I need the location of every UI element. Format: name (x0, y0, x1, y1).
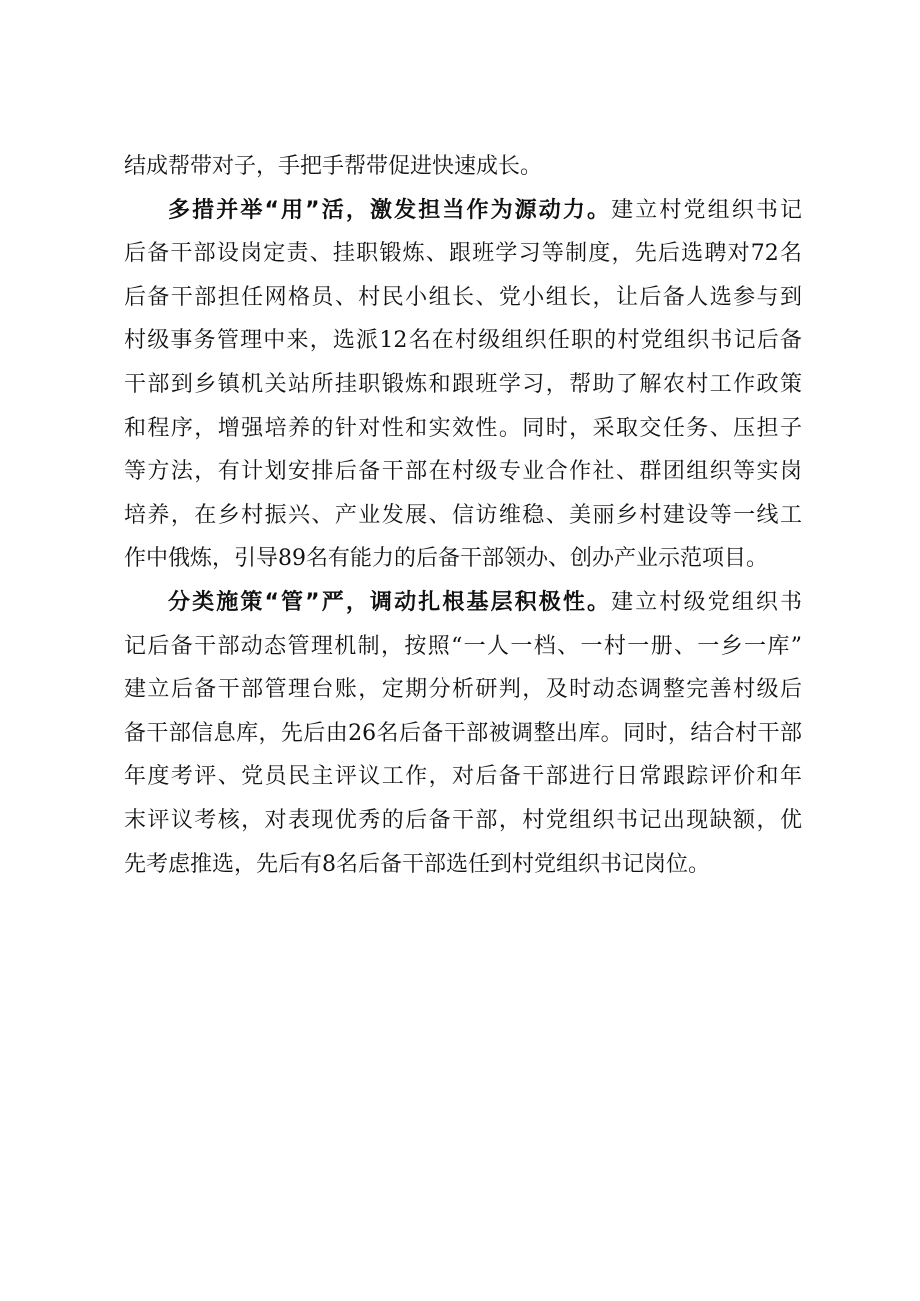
paragraph-3-heading: 分类施策“管”严，调动扎根基层积极性。 (168, 589, 612, 615)
paragraph-3-line-7: 先考虑推选，先后有8名后备干部选任到村党组织书记岗位。 (124, 851, 710, 877)
paragraph-3-line-3: 建立后备干部管理台账，定期分析研判，及时动态调整完善村级后 (124, 677, 802, 703)
paragraph-3-first-line-text: 建立村级党组织书 (611, 589, 802, 615)
paragraph-3-line-6: 末评议考核，对表现优秀的后备干部，村党组织书记出现缺额，优 (124, 807, 802, 833)
paragraph-2-line-9: 作中俄炼，引导89名有能力的后备干部领办、创办产业示范项目。 (124, 546, 768, 572)
paragraph-2-line-6: 和程序，增强培养的针对性和实效性。同时，采取交任务、压担子 (124, 415, 802, 441)
paragraph-2-line-3: 后备干部担任网格员、村民小组长、党小组长，让后备人选参与到 (124, 284, 802, 310)
paragraph-2-line-5: 干部到乡镇机关站所挂职锻炼和跟班学习，帮助了解农村工作政策 (124, 371, 802, 397)
paragraph-1-line-1: 结成帮带对子，手把手帮带促进快速成长。 (124, 154, 543, 179)
paragraph-2-line-2: 后备干部设岗定责、挂职锻炼、跟班学习等制度，先后选聘对72名 (124, 241, 802, 267)
paragraph-3-line-4: 备干部信息库，先后由26名后备干部被调整出库。同时，结合村干部 (124, 720, 802, 746)
paragraph-2-first-line-text: 建立村党组织书记 (611, 197, 802, 223)
document-body (124, 145, 802, 886)
paragraph-2-line-4: 村级事务管理中来，选派12名在村级组织任职的村党组织书记后备 (124, 328, 802, 354)
paragraph-2-line-8: 培养，在乡村振兴、产业发展、信访维稳、美丽乡村建设等一线工 (124, 502, 802, 528)
paragraph-3-first-line (124, 581, 802, 625)
paragraph-2-first-line (124, 189, 802, 233)
paragraph-3-line-2: 记后备干部动态管理机制，按照“一人一档、一村一册、一乡一库” (124, 633, 802, 659)
paragraph-2-heading: 多措并举“用”活，激发担当作为源动力。 (168, 197, 612, 223)
paragraph-2-line-7: 等方法，有计划安排后备干部在村级专业合作社、群团组织等实岗 (124, 459, 802, 485)
paragraph-3-line-5: 年度考评、党员民主评议工作，对后备干部进行日常跟踪评价和年 (124, 764, 802, 790)
